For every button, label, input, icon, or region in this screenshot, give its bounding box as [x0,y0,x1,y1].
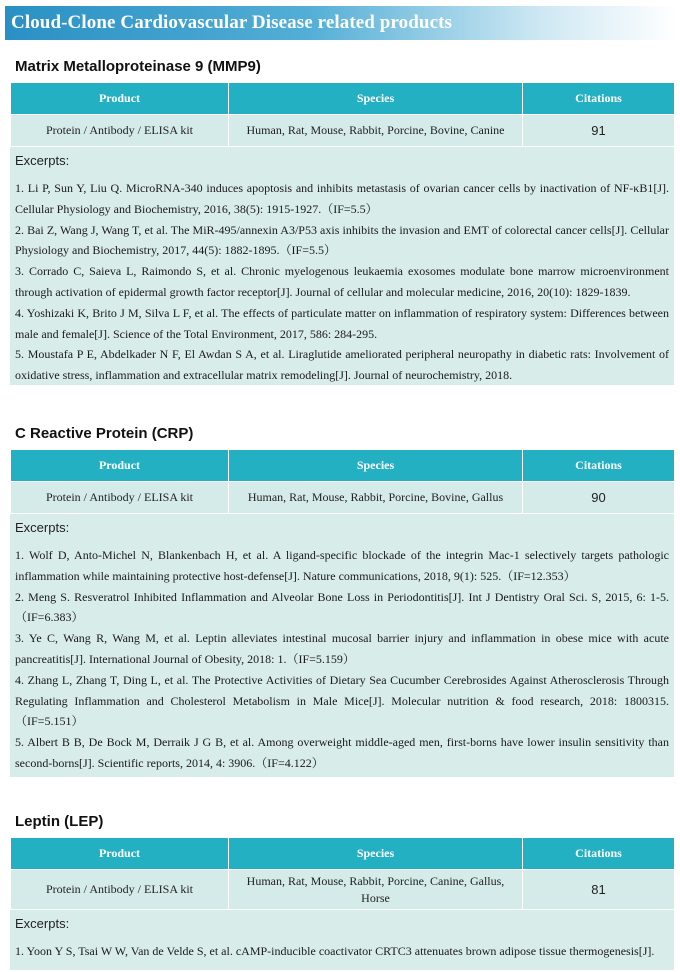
excerpts-box [10,910,674,970]
reference-item: 2. Bai Z, Wang J, Wang T, et al. The MiR-495/annexin A3/P53 axis inhibits the invasion and EMT of colorectal cancer cells[J]. Cellular Physiology and Biochemistry, 2017, 44(5): 1882-1895.（IF=5.5） [15,222,669,258]
reference-item: 5. Moustafa P E, Abdelkader N F, El Awdan S A, et al. Liraglutide ameliorated peripheral neuropathy in diabetic rats: Involvement of oxidative stress, inflammation and extracellular matrix remodeling[J]. Journal of neurochemistry, 2018. [15,347,669,383]
product-cell: Protein / Antibody / ELISA kit [11,482,229,514]
reference-item: 2. Meng S. Resveratrol Inhibited Inflammation and Alveolar Bone Loss in Periodontitis[J]. Int J Dentistry Oral Sci. S, 2015, 6: 1-5.（IF=6.383） [15,589,669,625]
section-mmp9 [10,52,674,385]
species-cell: Human, Rat, Mouse, Rabbit, Porcine, Bovine, Gallus [229,482,523,514]
header-citations: Citations [523,83,675,115]
header-citations: Citations [523,838,675,870]
section-title: Matrix Metalloproteinase 9 (MMP9) [15,58,261,75]
product-table [10,449,675,514]
reference-item: 5. Albert B B, De Bock M, Derraik J G B, et al. Among overweight middle-aged men, first-borns have lower insulin sensitivity than second-borns[J]. Scientific reports, 2014, 4: 3906.（IF=4.122） [15,735,669,770]
section-title: Leptin (LEP) [15,813,104,830]
citations-cell: 90 [523,482,675,514]
excerpts-box [10,514,674,777]
product-table [10,837,675,910]
header-product: Product [11,450,229,482]
species-cell: Human, Rat, Mouse, Rabbit, Porcine, Bovine, Canine [229,115,523,147]
page-banner: Cloud-Clone Cardiovascular Disease related products [5,6,677,40]
excerpts-label: Excerpts: [15,916,70,931]
header-species: Species [229,83,523,115]
reference-item: 1. Yoon Y S, Tsai W W, Van de Velde S, et al. cAMP-inducible coactivator CRTC3 attenuates brown adipose tissue thermogenesis[J]. [15,944,655,958]
product-table [10,82,675,147]
product-cell: Protein / Antibody / ELISA kit [11,115,229,147]
citations-cell: 81 [523,870,675,910]
excerpts-label: Excerpts: [15,153,70,168]
product-cell: Protein / Antibody / ELISA kit [11,870,229,910]
header-product: Product [11,838,229,870]
section-title: C Reactive Protein (CRP) [15,425,194,442]
header-species: Species [229,838,523,870]
section-leptin [10,807,674,970]
reference-item: 1. Wolf D, Anto-Michel N, Blankenbach H, et al. A ligand-specific blockade of the integrin Mac-1 selectively targets pathologic inflammation while maintaining protective host-defense[J]. Nature communications, 2018, 9(1): 525.（IF=12.353） [15,548,669,583]
excerpts-box [10,147,674,385]
reference-item: 1. Li P, Sun Y, Liu Q. MicroRNA-340 induces apoptosis and inhibits metastasis of ovarian cancer cells by inactivation of NF-κB1[J]. Cellular Physiology and Biochemistry, 2016, 38(5): 1915-1927.（IF=5.5） [15,181,669,216]
section-crp [10,419,674,777]
reference-item: 4. Zhang L, Zhang T, Ding L, et al. The Protective Activities of Dietary Sea Cucumber Cerebrosides Against Atherosclerosis Through Regulating Inflammation and Cholesterol Metabolism in Male Mice[J]. Molecular nutrition & food research, 2018: 1800315.（IF=5.151） [15,672,669,729]
citations-cell: 91 [523,115,675,147]
header-product: Product [11,83,229,115]
header-citations: Citations [523,450,675,482]
reference-item: 3. Ye C, Wang R, Wang M, et al. Leptin alleviates intestinal mucosal barrier injury and inflammation in obese mice with acute pancreatitis[J]. International Journal of Obesity, 2018: 1.（IF=5.159） [15,631,669,666]
reference-item: 3. Corrado C, Saieva L, Raimondo S, et al. Chronic myelogenous leukaemia exosomes modulate bone marrow microenvironment through activation of epidermal growth factor receptor[J]. Journal of cellular and molecular medicine, 2016, 20(10): 1829-1839. [15,264,669,299]
header-species: Species [229,450,523,482]
excerpts-label: Excerpts: [15,520,70,535]
reference-item: 4. Yoshizaki K, Brito J M, Silva L F, et al. The effects of particulate matter on inflammation of respiratory system: Differences between male and female[J]. Science of the Total Environment, 2017, 586: 284-295. [15,305,669,341]
species-cell: Human, Rat, Mouse, Rabbit, Porcine, Canine, Gallus, Horse [229,870,523,910]
